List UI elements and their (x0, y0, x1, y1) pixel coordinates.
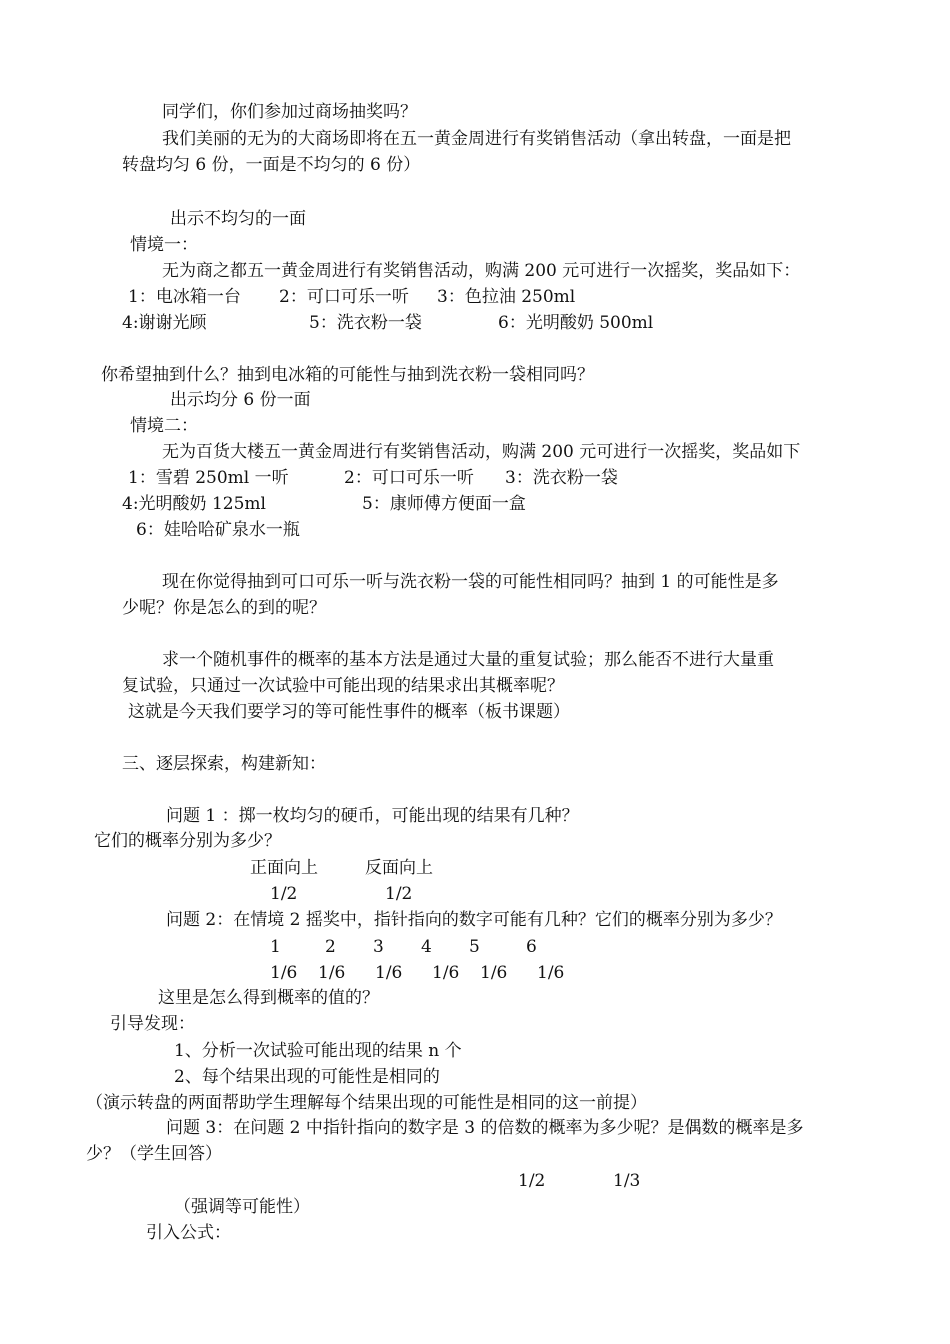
probability-value: 1/6 (270, 963, 298, 983)
list-item: 2、每个结果出现的可能性是相同的 (174, 1067, 440, 1087)
text-line: 转盘均匀 6 份，一面是不均匀的 6 份） (122, 155, 421, 175)
text-line: 复试验，只通过一次试验中可能出现的结果求出其概率呢？ (122, 676, 564, 696)
probability-value: 1/3 (613, 1171, 641, 1191)
list-item: 1、分析一次试验可能出现的结果 n 个 (174, 1041, 462, 1061)
text-line: 这就是今天我们要学习的等可能性事件的概率（板书课题） (128, 702, 570, 722)
question-line: 问题 2：在情境 2 摇奖中，指针指向的数字可能有几种？它们的概率分别为多少？ (166, 910, 782, 930)
prize-item: 6：娃哈哈矿泉水一瓶 (136, 520, 300, 540)
prize-item: 5：康师傅方便面一盒 (362, 494, 526, 514)
probability-value: 1/2 (385, 884, 413, 904)
outcome-number: 3 (373, 937, 384, 957)
outcome-number: 5 (469, 937, 480, 957)
probability-value: 1/6 (318, 963, 346, 983)
outcome-number: 2 (325, 937, 336, 957)
section-heading: 三、逐层探索，构建新知： (122, 754, 326, 774)
text-line: （强调等可能性） (174, 1197, 310, 1217)
question-line: 少？（学生回答） (86, 1144, 222, 1164)
section-heading: 引入公式： (146, 1223, 231, 1243)
prize-item: 5：洗衣粉一袋 (309, 313, 422, 333)
outcome-label: 正面向上 (250, 858, 318, 878)
probability-value: 1/6 (432, 963, 460, 983)
text-line: 你希望抽到什么？抽到电冰箱的可能性与抽到洗衣粉一袋相同吗？ (101, 365, 594, 385)
probability-value: 1/6 (480, 963, 508, 983)
text-line: 出示均分 6 份一面 (170, 390, 311, 410)
prize-item: 3：洗衣粉一袋 (505, 468, 618, 488)
prize-item: 3：色拉油 250ml (437, 287, 576, 307)
question-line: 问题 3：在问题 2 中指针指向的数字是 3 的倍数的概率为多少呢？是偶数的概率是多 (166, 1118, 804, 1138)
text-line: 少呢？你是怎么的到的呢？ (122, 598, 326, 618)
question-line: 问题 1 ：掷一枚均匀的硬币，可能出现的结果有几种？ (166, 806, 579, 826)
text-line: （演示转盘的两面帮助学生理解每个结果出现的可能性是相同的这一前提） (86, 1093, 647, 1113)
prize-item: 2：可口可乐一听 (279, 287, 409, 307)
text-line: 无为商之都五一黄金周进行有奖销售活动，购满 200 元可进行一次摇奖，奖品如下： (162, 261, 801, 281)
outcome-label: 反面向上 (365, 858, 433, 878)
question-line: 它们的概率分别为多少？ (94, 831, 281, 851)
outcome-number: 1 (270, 937, 281, 957)
text-line: 无为百货大楼五一黄金周进行有奖销售活动，购满 200 元可进行一次摇奖，奖品如下 (162, 442, 801, 462)
text-line: 同学们，你们参加过商场抽奖吗？ (162, 102, 417, 122)
text-line: 这里是怎么得到概率的值的？ (158, 988, 379, 1008)
prize-item: 1：雪碧 250ml 一听 (128, 468, 289, 488)
probability-value: 1/6 (375, 963, 403, 983)
text-line: 现在你觉得抽到可口可乐一听与洗衣粉一袋的可能性相同吗？抽到 1 的可能性是多 (162, 572, 779, 592)
prize-item: 1：电冰箱一台 (128, 287, 241, 307)
prize-item: 6：光明酸奶 500ml (498, 313, 654, 333)
text-line: 出示不均匀的一面 (170, 209, 306, 229)
probability-value: 1/6 (537, 963, 565, 983)
outcome-number: 4 (421, 937, 432, 957)
text-line: 我们美丽的无为的大商场即将在五一黄金周进行有奖销售活动（拿出转盘，一面是把 (162, 129, 791, 149)
prize-item: 4:谢谢光顾 (122, 313, 207, 333)
probability-value: 1/2 (518, 1171, 546, 1191)
text-line: 求一个随机事件的概率的基本方法是通过大量的重复试验；那么能否不进行大量重 (162, 650, 774, 670)
section-heading: 情境一： (130, 235, 198, 255)
prize-item: 2：可口可乐一听 (344, 468, 474, 488)
prize-item: 4:光明酸奶 125ml (122, 494, 266, 514)
section-heading: 情境二： (130, 416, 198, 436)
outcome-number: 6 (526, 937, 537, 957)
section-heading: 引导发现： (110, 1014, 195, 1034)
probability-value: 1/2 (270, 884, 298, 904)
